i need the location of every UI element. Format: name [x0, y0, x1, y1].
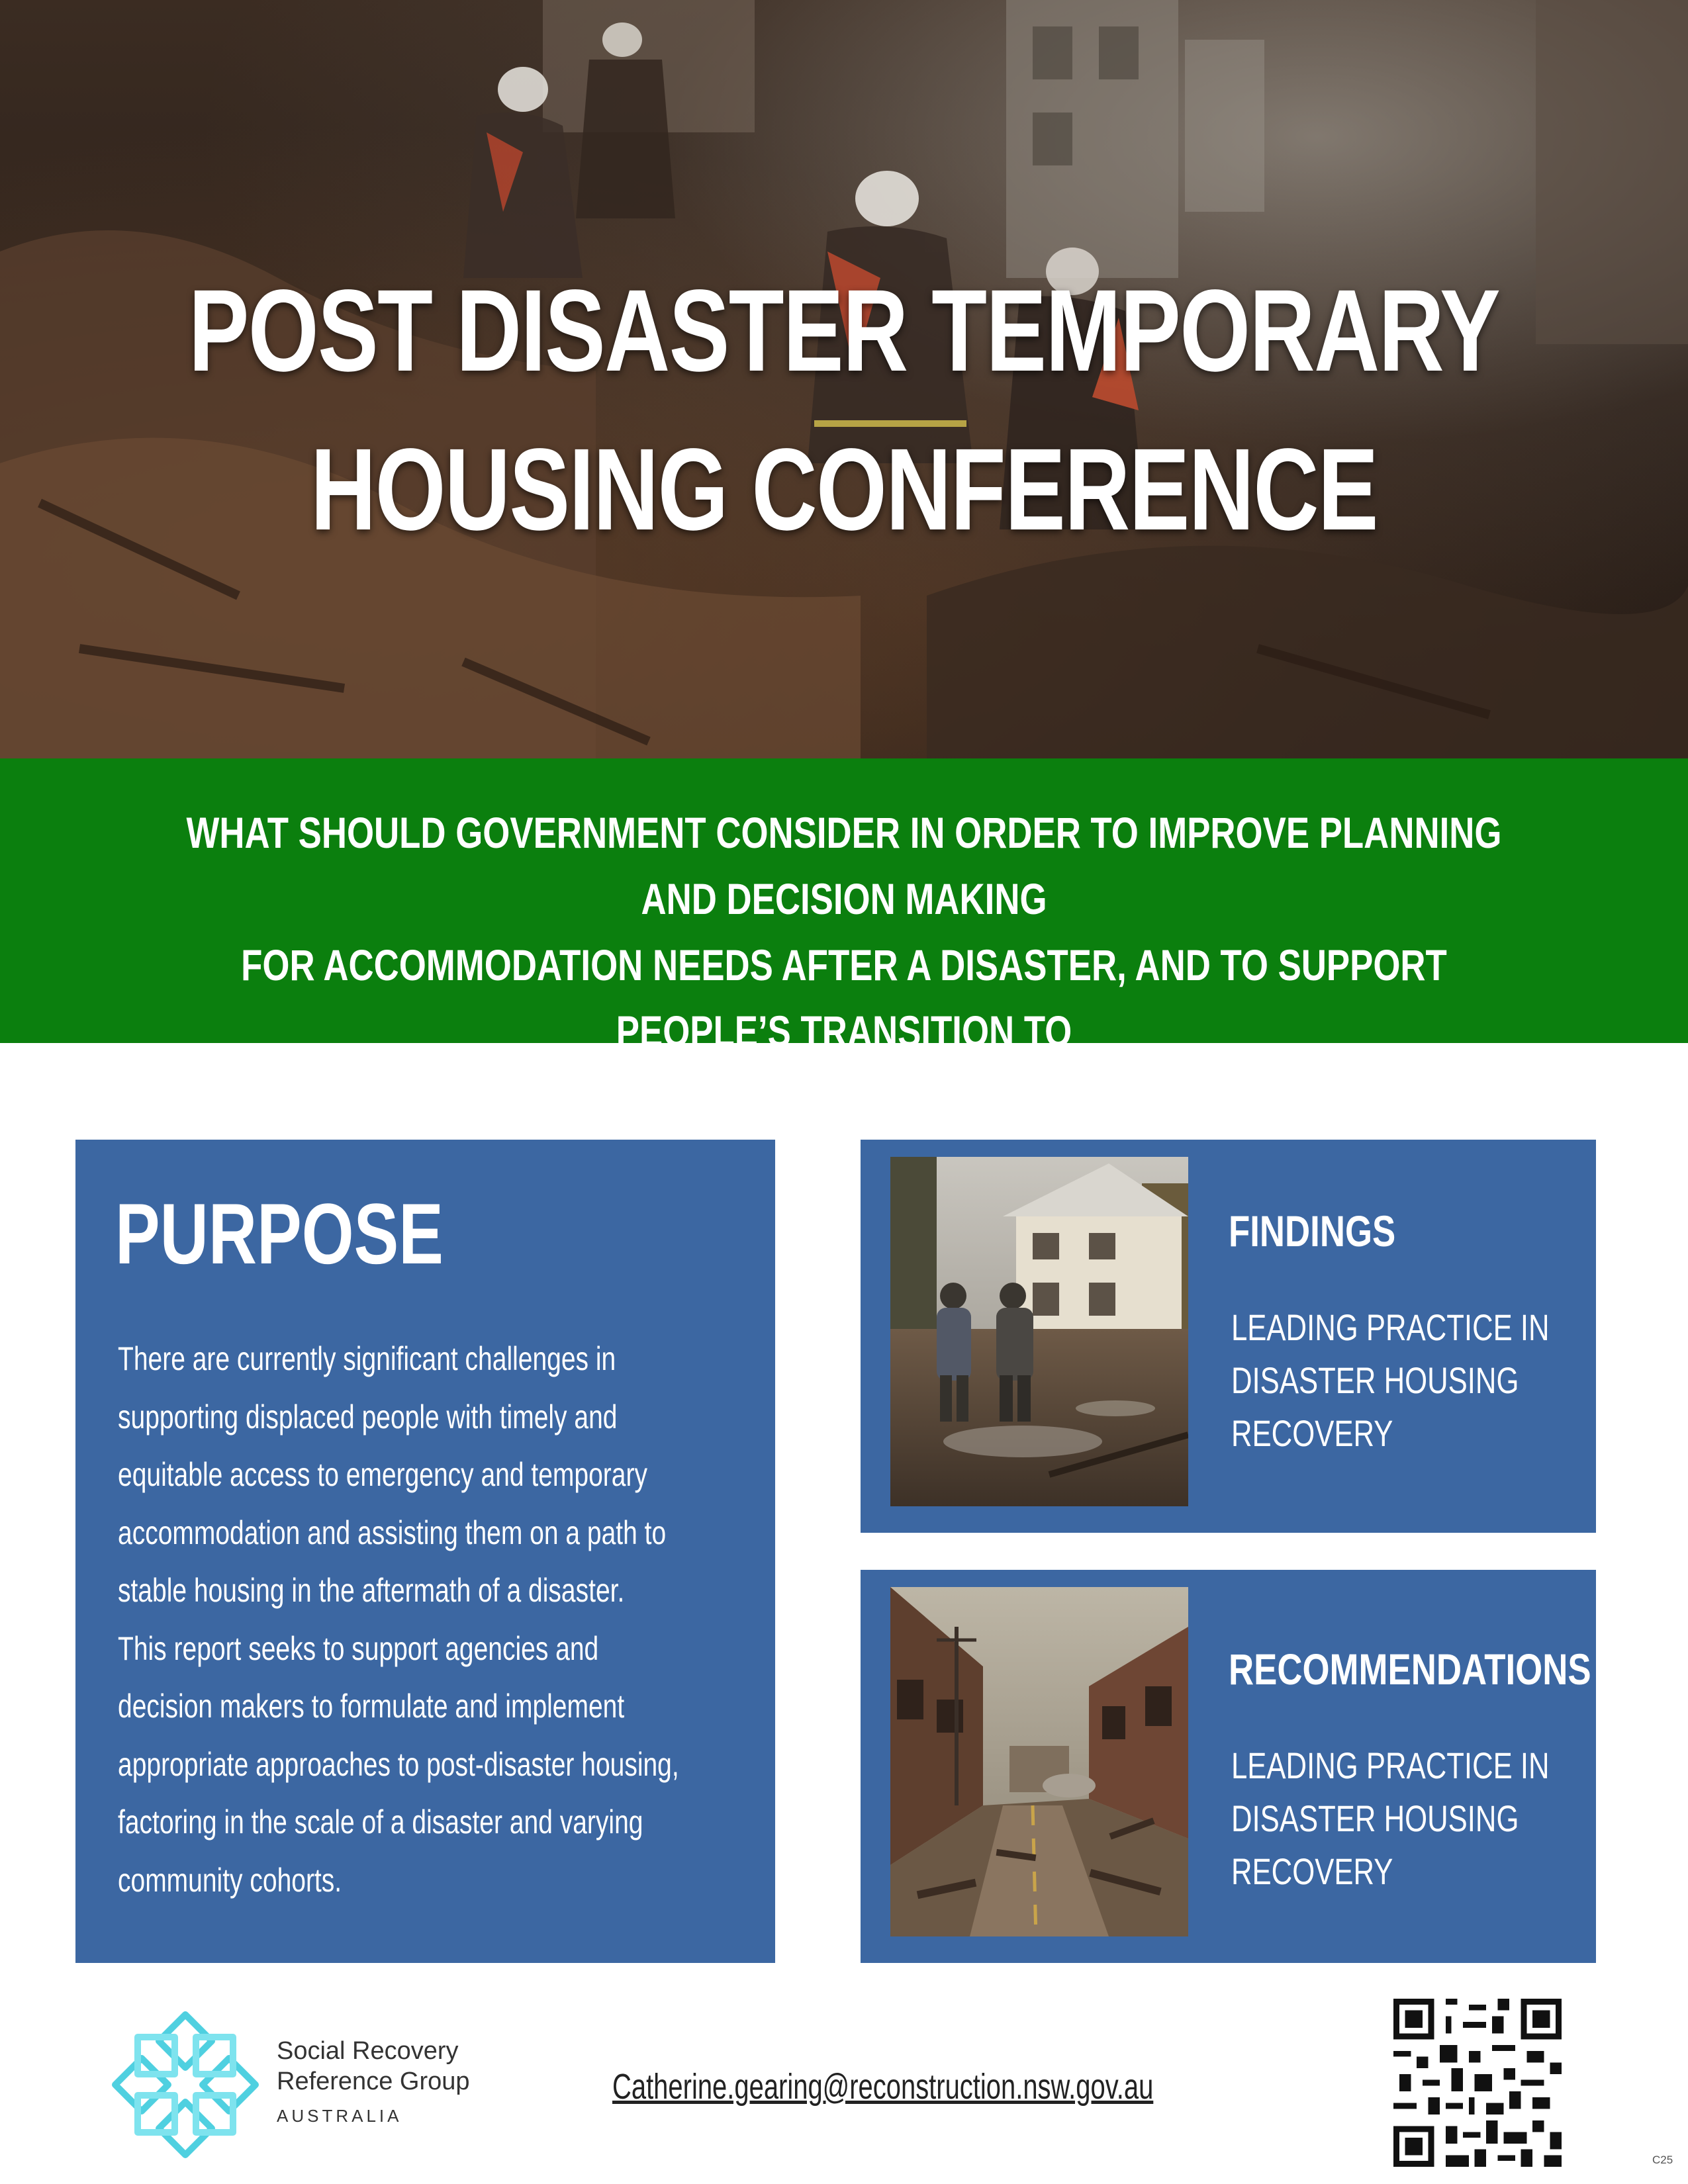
- flooded-house-photo: [890, 1157, 1188, 1506]
- recommendations-line: RECOVERY: [1231, 1850, 1393, 1892]
- question-line-1: WHAT SHOULD GOVERNMENT CONSIDER IN ORDER TO IMPROVE PLANNING AND DECISION MAKING: [186, 808, 1502, 923]
- findings-heading: FINDINGS: [1229, 1206, 1396, 1255]
- recommendations-card: [861, 1570, 1596, 1963]
- purpose-line: factoring in the scale of a disaster and varying: [118, 1803, 643, 1841]
- purpose-line: stable housing in the aftermath of a disaster.: [118, 1572, 625, 1609]
- srrg-logo-icon: [106, 2005, 265, 2164]
- title-line-1: POST DISASTER TEMPORARY: [188, 266, 1500, 396]
- conference-title: [186, 251, 1503, 569]
- recommendations-heading: RECOMMENDATIONS: [1229, 1645, 1591, 1694]
- org-country: AUSTRALIA: [277, 2106, 402, 2126]
- document-code: C25: [1652, 2154, 1673, 2166]
- purpose-body: [118, 1330, 737, 1909]
- title-line-2: HOUSING CONFERENCE: [310, 425, 1378, 555]
- hero-photo-banner: [0, 0, 1688, 758]
- purpose-line: supporting displaced people with timely and: [118, 1398, 618, 1435]
- damaged-street-photo: [890, 1587, 1188, 1936]
- purpose-line: There are currently significant challenges in: [118, 1340, 616, 1377]
- findings-line: LEADING PRACTICE IN: [1231, 1306, 1550, 1348]
- purpose-line: This report seeks to support agencies and: [118, 1629, 599, 1667]
- purpose-line: accommodation and assisting them on a path to: [118, 1514, 667, 1551]
- purpose-line: community cohorts.: [118, 1861, 342, 1899]
- question-text: [0, 799, 1688, 1130]
- purpose-panel: [75, 1140, 775, 1963]
- findings-line: DISASTER HOUSING: [1231, 1359, 1519, 1401]
- org-name-line-1: Social Recovery: [277, 2037, 459, 2065]
- question-line-2: FOR ACCOMMODATION NEEDS AFTER A DISASTER, AND TO SUPPORT PEOPLE’S TRANSITION TO: [241, 940, 1447, 1056]
- org-name-line-2: Reference Group: [277, 2068, 470, 2095]
- question-line-3: STABLE HOUSING?: [678, 1073, 1010, 1122]
- findings-card: [861, 1140, 1596, 1533]
- purpose-line: decision makers to formulate and implement: [118, 1688, 625, 1725]
- purpose-heading: PURPOSE: [115, 1185, 444, 1282]
- recommendations-line: DISASTER HOUSING: [1231, 1797, 1519, 1839]
- recommendations-line: LEADING PRACTICE IN: [1231, 1745, 1550, 1786]
- organisation-name: [277, 2036, 470, 2131]
- contact-email-link[interactable]: Catherine.gearing@reconstruction.nsw.gov.au: [612, 2067, 1154, 2107]
- question-banner: [0, 758, 1688, 1122]
- findings-text: [1231, 1301, 1550, 1460]
- recommendations-text: [1231, 1739, 1550, 1898]
- qr-code-icon[interactable]: [1393, 1999, 1562, 2167]
- purpose-line: equitable access to emergency and temporary: [118, 1456, 647, 1493]
- purpose-line: appropriate approaches to post-disaster housing,: [118, 1745, 679, 1783]
- findings-line: RECOVERY: [1231, 1412, 1393, 1454]
